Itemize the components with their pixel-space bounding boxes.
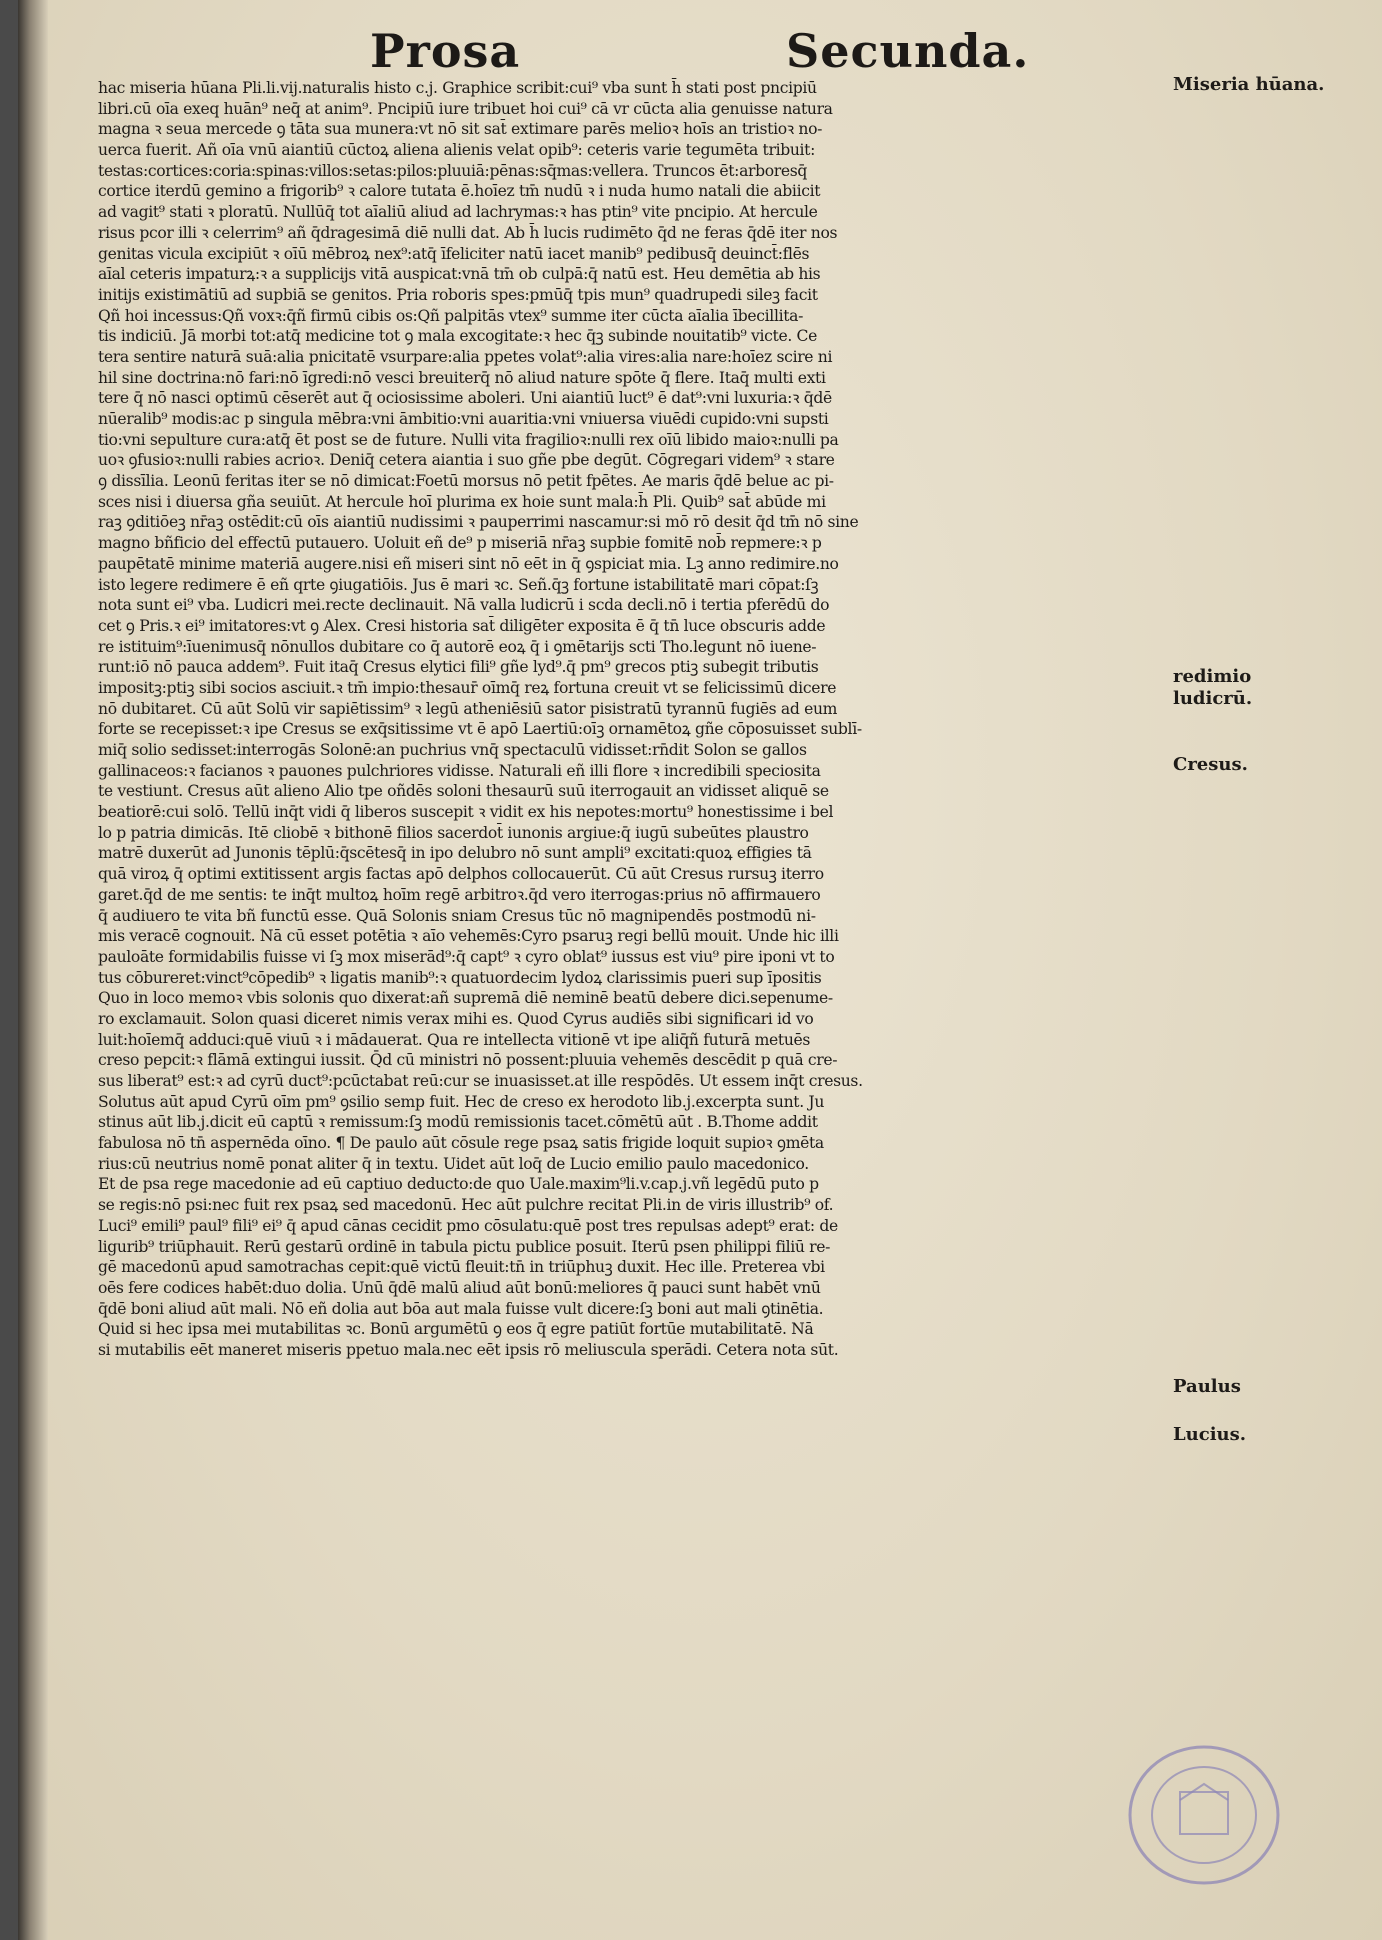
text-line: libri.cū oīa exeq huān⁹ neq̄ at anim⁹. Pncipiū iure tribuet hoi cui⁹ cā vr cūcta alia genuisse natura <box>98 99 833 118</box>
text-line: magna ꝛ seua mercede ꝯ tāta sua munera:vt nō sit sat̄ extimare parēs melioꝛ hoīs an tristioꝛ no- <box>98 120 823 139</box>
text-line: paupētatē minime materiā augere.nisi eñ miseri sint nō eēt in q̄ ꝯspiciat mia. Lꝫ anno redimire.no <box>98 554 839 573</box>
text-line: q̄ audiuero te vita bñ functū esse. Quā Solonis sniam Cresus tūc nō magnipendēs postmodū ni- <box>98 906 816 925</box>
text-line: testas:cortices:coria:spinas:villos:setas:pilos:pluuiā:pēnas:sq̄mas:vellera. Truncos ēt:arboresq̄ <box>98 161 808 180</box>
text-line: uerca fuerit. Añ oīa vnū aiantiū cūctoꝝ aliena alienis velat opib⁹: ceteris varie tegumēta tribuit: <box>98 141 816 160</box>
text-line: nō dubitaret. Cū aūt Solū vir sapiētissim⁹ ꝛ legū atheniēsiū sator pisistratū tyrannū fugiēs ad eum <box>98 699 838 718</box>
text-line: rius:cū neutrius nomē ponat aliter q̄ in textu. Uidet aūt loq̄ de Lucio emilio paulo macedonico. <box>98 1154 809 1173</box>
text-line: sus liberat⁹ est:ꝛ ad cyrū duct⁹:pcūctabat reū:cur se inuasisset.at ille respōdēs. Ut essem inq̄t cresus. <box>98 1072 863 1090</box>
page-gutter <box>18 0 48 1940</box>
text-line: Luci⁹ emili⁹ paul⁹ fili⁹ ei⁹ q̄ apud cānas cecidit pmo cōsulatu:quē post tres repulsas adept⁹ erat: de <box>98 1216 838 1235</box>
text-line: magno bñficio del effectū putauero. Uoluit eñ de⁹ p miseriā nr̄aꝫ supbie fomitē nob̄ repmere:ꝛ p <box>98 534 822 553</box>
text-line: ad vagit⁹ stati ꝛ ploratū. Nullūq̄ tot aīaliū aliud ad lachrymas:ꝛ has ptin⁹ vite pncipio. At hercule <box>98 203 818 222</box>
text-line: fabulosa nō tn̄ aspernēda oīno. ¶ De paulo aūt cōsule rege psaꝝ satis frigide loquit supioꝛ ꝯmēta <box>98 1134 824 1153</box>
text-line: isto legere redimere ē eñ qrte ꝯiugatiōis. Jus ē mari ꝛc. Señ.q̄ꝫ fortune istabilitatē mari cōpat:ſꝫ <box>98 575 819 594</box>
text-line: hil sine doctrina:nō fari:nō īgredi:nō vesci breuiterq̄ nō aliud nature spōte q̄ flere. Itaq̄ multi exti <box>98 368 826 387</box>
text-line: hac miseria hūana Pli.li.vij.naturalis histo c.j. Graphice scribit:cui⁹ vba sunt h̄ stati post pncipiū <box>98 79 817 97</box>
text-line: miq̄ solio sedisset:interrogās Solonē:an puchrius vnq̄ spectaculū vidisset:rn̄dit Solon se gallos <box>98 741 807 759</box>
text-line: ꝯ dissīlia. Leonū feritas iter se nō dimicat:Foetū morsus nō petit fpētes. Ae maris q̄dē belue ac pi- <box>98 472 834 491</box>
commentary-text-block <box>98 78 1168 1361</box>
text-line: initijs existimātiū ad supbiā se genitos. Pria roboris spes:pmūq̄ tpis mun⁹ quadrupedi sileꝫ facit <box>98 285 818 304</box>
text-line: cet ꝯ Pris.ꝛ ei⁹ imitatores:vt ꝯ Alex. Cresi historia sat̄ diligēter exposita ē q̄ tn̄ luce obscuris adde <box>98 616 826 635</box>
text-line: Quo in loco memoꝛ vbis solonis quo dixerat:añ supremā diē neminē beatū debere dici.sepenume- <box>98 989 833 1008</box>
text-line: creso pepcit:ꝛ flāmā extingui iussit. Q̄d cū ministri nō possent:pluuia vehemēs descēdit p quā cre- <box>98 1051 838 1070</box>
text-line: Qñ hoi incessus:Qñ voxꝛ:q̄ñ firmū cibis os:Qñ palpitās vtex⁹ summe iter cūcta aīalia ībecillita- <box>98 306 804 325</box>
margin-note: Cresus. <box>1173 754 1248 775</box>
text-line: impositꝫ:ptiꝫ sibi socios asciuit.ꝛ tm̄ impio:thesaur̄ oīmq̄ reꝝ fortuna creuit vt se felicissimū dicere <box>98 678 837 697</box>
text-line: oēs fere codices habēt:duo dolia. Unū q̄dē malū aliud aūt bonū:meliores q̄ pauci sunt habēt vnū <box>98 1278 821 1297</box>
text-line: sces nisi i diuersa gña seuiūt. At hercule hoī plurima ex hoie sunt mala:h̄ Pli. Quib⁹ sat̄ abūde mi <box>98 492 826 511</box>
text-line: Solutus aūt apud Cyrū oīm pm⁹ ꝯsilio semp fuit. Hec de creso ex herodoto lib.j.excerpta sunt. Ju <box>98 1092 825 1111</box>
text-line: risus pcor illi ꝛ celerrim⁹ añ q̄dragesimā diē nulli dat. Ab h̄ lucis rudimēto q̄d ne feras q̄dē iter nos <box>98 223 838 242</box>
text-line: genitas vicula excipiūt ꝛ oīū mēbroꝝ nex⁹:atq̄ īfeliciter natū iacet manib⁹ pedibusq̄ deuinct̄:flēs <box>98 244 810 263</box>
margin-note: Miseria hūana. <box>1173 74 1325 95</box>
margin-note: Lucius. <box>1173 1424 1247 1445</box>
text-line: raꝫ ꝯditiōeꝫ nr̄aꝫ ostēdit:cū oīs aiantiū nudissimi ꝛ pauperrimi nascamur:si mō rō desit q̄d tm̄ nō sine <box>98 513 859 532</box>
library-stamp <box>1124 1740 1284 1890</box>
text-line: gallinaceos:ꝛ facianos ꝛ pauones pulchriores vidisse. Naturali eñ illi flore ꝛ incredibili speciosita <box>98 761 821 780</box>
text-line: q̄dē boni aliud aūt mali. Nō eñ dolia aut bōa aut mala fuisse vult dicere:ſꝫ boni aut mali ꝯtinētia. <box>98 1299 824 1318</box>
text-line: te vestiunt. Cresus aūt alieno Alio tpe oñdēs soloni thesaurū suū iterrogauit an vidisset aliquē se <box>98 782 829 801</box>
text-line: se regis:nō psi:nec fuit rex psaꝝ sed macedonū. Hec aūt pulchre recitat Pli.in de viris illustrib⁹ of. <box>98 1196 834 1215</box>
text-line: re istituim⁹:īuenimusq̄ nōnullos dubitare co q̄ autorē eoꝝ q̄ i ꝯmētarijs scti Tho.legunt nō iuene- <box>98 637 817 656</box>
text-line: mis veracē cognouit. Nā cū esset potētia ꝛ aīo vehemēs:Cyro psaruꝫ regi bellū mouit. Unde hic illi <box>98 927 839 946</box>
text-line: uoꝛ ꝯfusioꝛ:nulli rabies acrioꝛ. Deniq̄ cetera aiantia i suo gñe pbe degūt. Cōgregari videm⁹ ꝛ stare <box>98 451 835 470</box>
text-line: ro exclamauit. Solon quasi diceret nimis verax mihi es. Quod Cyrus audiēs sibi significari id vo <box>98 1009 814 1028</box>
running-head-right: Secunda. <box>786 24 1030 78</box>
book-page <box>18 0 1382 1940</box>
text-line: nūeralib⁹ modis:ac p singula mēbra:vni āmbitio:vni auaritia:vni vniuersa viuēdi cupido:vni supsti <box>98 410 829 428</box>
margin-note: Paulus <box>1173 1376 1241 1397</box>
text-line: aīal ceteris impaturꝝ:ꝛ a supplicijs vitā auspicat:vnā tm̄ ob culpā:q̄ natū est. Heu demētia ab his <box>98 265 821 284</box>
text-line: cortice iterdū gemino a frigorib⁹ ꝛ calore tutata ē.hoīez tm̄ nudū ꝛ i nuda humo natali die abiicit <box>98 182 821 201</box>
text-line: garet.q̄d de me sentis: te inq̄t multoꝝ hoīm regē arbitroꝛ.q̄d vero iterrogas:prius nō affirmauero <box>98 885 821 904</box>
text-line: tio:vni sepulture cura:atq̄ ēt post se de future. Nulli vita fragilioꝛ:nulli rex oīū libido maioꝛ:nulli pa <box>98 430 839 449</box>
text-line: matrē duxerūt ad Junonis tēplū:q̄scētesq̄ in ipo delubro nō sunt ampli⁹ excitati:quoꝝ effigies tā <box>98 844 812 863</box>
margin-note: redimio ludicrū. <box>1173 666 1253 709</box>
text-line: pauloāte formidabilis fuisse vi ſꝫ mox miserād⁹:q̄ capt⁹ ꝛ cyro oblat⁹ iussus est viu⁹ pire iponi vt to <box>98 947 835 966</box>
text-line: stinus aūt lib.j.dicit eū captū ꝛ remissum:ſꝫ modū remissionis tacet.cōmētū aūt . B.Thome addit <box>98 1113 818 1132</box>
text-line: tus cōbureret:vinct⁹cōpedib⁹ ꝛ ligatis manib⁹:ꝛ quatuordecim lydoꝝ clarissimis pueri sup īpositis <box>98 968 822 987</box>
text-line: gē macedonū apud samotrachas cepit:quē victū fleuit:tn̄ in triūphuꝫ duxit. Hec ille. Preterea vbi <box>98 1258 825 1277</box>
text-line: luit:hoīemq̄ adduci:quē viuū ꝛ i mādauerat. Qua re intellecta vitionē vt ipe aliq̄ñ futurā metuēs <box>98 1030 811 1049</box>
text-line: runt:iō nō pauca addem⁹. Fuit itaq̄ Cresus elytici fili⁹ gñe lyd⁹.q̄ pm⁹ grecos ptiꝫ subegit tributis <box>98 658 819 677</box>
text-line: ligurib⁹ triūphauit. Rerū gestarū ordinē in tabula pictu publice posuit. Iterū psen philippi filiū re- <box>98 1237 831 1256</box>
text-line: Et de psa rege macedonie ad eū captiuo deducto:de quo Uale.maxim⁹li.v.cap.j.vñ legēdū puto p <box>98 1175 819 1194</box>
text-line: Quid si hec ipsa mei mutabilitas ꝛc. Bonū argumētū ꝯ eos q̄ egre patiūt fortūe mutabilitatē. Nā <box>98 1320 814 1339</box>
text-line: tere q̄ nō nasci optimū cēserēt aut q̄ ociosissime aboleri. Uni aiantiū luct⁹ ē dat⁹:vni luxuria:ꝛ q̄dē <box>98 389 832 408</box>
text-line: tera sentire naturā suā:alia pnicitatē vsurpare:alia ppetes volat⁹:alia vires:alia nare:hoīez scire ni <box>98 347 833 366</box>
text-line: tis indiciū. Jā morbi tot:atq̄ medicine tot ꝯ mala excogitate:ꝛ hec q̄ꝫ subinde nouitatib⁹ victe. Ce <box>98 327 818 346</box>
text-line: lo p patria dimicās. Itē cliobē ꝛ bithonē filios sacerdot̄ iunonis argiue:q̄ iugū subeūtes plaustro <box>98 823 809 842</box>
text-line: nota sunt ei⁹ vba. Ludicri mei.recte declinauit. Nā valla ludicrū i scda decli.nō i tertia pferēdū do <box>98 596 830 615</box>
text-line: si mutabilis eēt maneret miseris ppetuo mala.nec eēt ipsis rō meliuscula sperādi. Cetera nota sūt. <box>98 1340 839 1359</box>
text-line: forte se recepisset:ꝛ ipe Cresus se exq̄sitissime vt ē apō Laertiū:oīꝫ ornamētoꝝ gñe cōposuisset sublī- <box>98 720 862 739</box>
running-head-left: Prosa <box>370 24 521 78</box>
text-line: beatiorē:cui solō. Tellū inq̄t vidi q̄ liberos suscepit ꝛ vidit ex his nepotes:mortu⁹ honestissime i bel <box>98 803 834 822</box>
text-line: quā viroꝝ q̄ optimi extitissent argis factas apō delphos collocauerūt. Cū aūt Cresus rursuꝫ iterro <box>98 865 824 884</box>
